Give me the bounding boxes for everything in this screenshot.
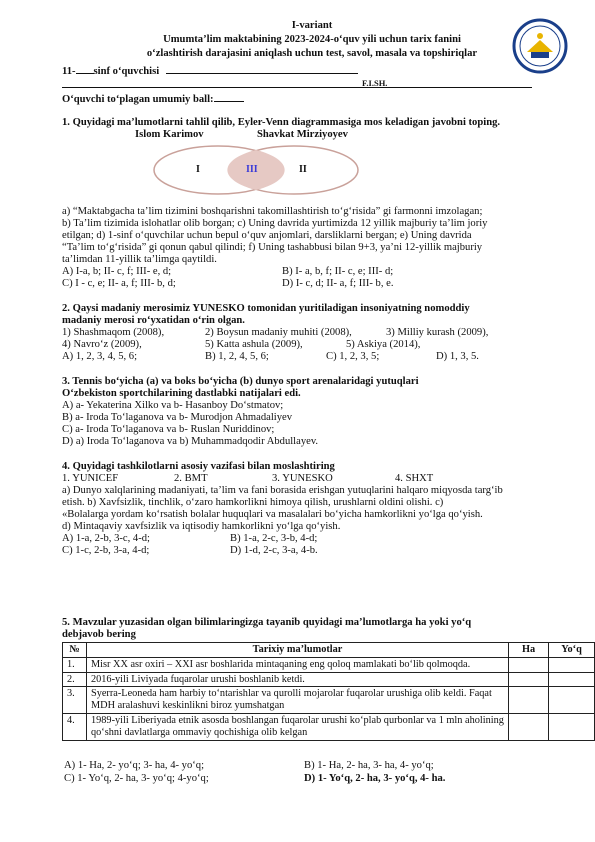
- q4-org: 2. BMT: [174, 473, 208, 484]
- venn-left-title: Islom Karimov: [135, 129, 204, 140]
- yoq-cell[interactable]: [549, 657, 595, 672]
- class-prefix: 11-: [62, 66, 76, 77]
- q2-item: 5) Katta ashula (2009),: [205, 339, 303, 350]
- school-logo: [512, 18, 568, 74]
- q3-title-2: O‘zbekiston sportchilarining dastlabki natijalari edi.: [62, 388, 301, 399]
- row-text: 2016-yili Liviyada fuqarolar urushi boshlanib ketdi.: [86, 672, 508, 687]
- table-row: [63, 657, 595, 672]
- q5-header-yoq: Yo‘q: [549, 643, 595, 658]
- table-row: [63, 713, 595, 740]
- row-text: Syerra-Leoneda ham harbiy to‘ntarishlar va qurolli mojarolar fuqarolar urushiga olib keldi. Faqat MDH aralashuvi keskinlikni biroz yumshatgan: [86, 687, 508, 714]
- q2-title-2: madaniy merosi ro‘yxatidan o‘rin olgan.: [62, 315, 245, 326]
- class-line: [62, 64, 358, 78]
- class-blank[interactable]: [76, 64, 94, 74]
- row-text: 1989-yili Liberiyada etnik asosda boshlangan fuqarolar urushi ko‘plab qurbonlar va 1 mln aholining qo‘shni davlatlarga ommaviy qochishiga olib kelgan: [86, 713, 508, 740]
- q5-table: [62, 642, 595, 741]
- score-label: O‘quvchi to‘plagan umumiy ball:: [62, 94, 214, 105]
- fish-label: F.I.SH.: [362, 78, 388, 88]
- q4-org: 1. YUNICEF: [62, 473, 119, 484]
- table-row: [63, 687, 595, 714]
- yoq-cell[interactable]: [549, 713, 595, 740]
- q2-item: 2) Boysun madaniy muhiti (2008),: [205, 327, 352, 338]
- q3-option-d[interactable]: D) a) Iroda To‘laganova va b) Muhammadqodir Abdullayev.: [62, 436, 319, 447]
- ha-cell[interactable]: [509, 687, 549, 714]
- variant-label: I-variant: [291, 20, 333, 31]
- q5-option-d[interactable]: D) 1- Yo‘q, 2- ha, 3- yo‘q, 4- ha.: [304, 773, 446, 784]
- q1-line: ta’limdan 11-yillik ta’limga qaytildi.: [62, 254, 217, 265]
- q4-option-a[interactable]: A) 1-a, 2-b, 3-c, 4-d;: [62, 533, 150, 544]
- row-number: 4.: [63, 713, 87, 740]
- q1-title: 1. Quyidagi ma’lumotlarni tahlil qilib, Eyler-Venn diagrammasiga mos keladigan javobni toping.: [62, 117, 501, 128]
- q1-option-b[interactable]: B) I- a, b, f; II- c, e; III- d;: [282, 266, 394, 277]
- q3-option-a[interactable]: A) a- Yekaterina Xilko va b- Hasanboy Do‘stmatov;: [62, 400, 284, 411]
- venn-label-i: I: [196, 164, 200, 175]
- q2-option-b[interactable]: B) 1, 2, 4, 5, 6;: [205, 351, 269, 362]
- q1-line: etilgan; d) 1-sinf o‘quvchilar uchun bepul o‘quv anjomlari, darsliklarni bergan; e) Uning davrida: [62, 230, 472, 241]
- q2-title-1: 2. Qaysi madaniy merosimiz YUNESKO tomonidan yuritiladigan insoniyatning nomoddiy: [62, 303, 470, 314]
- ha-cell[interactable]: [509, 657, 549, 672]
- q4-option-b[interactable]: B) 1-a, 2-c, 3-b, 4-d;: [230, 533, 318, 544]
- q4-org: 3. YUNESKO: [272, 473, 333, 484]
- q1-option-a[interactable]: A) I-a, b; II- c, f; III- e, d;: [62, 266, 172, 277]
- title-line-2: o‘zlashtirish darajasini aniqlash uchun test, savol, masala va topshiriqlar: [146, 48, 478, 59]
- q2-item: 5) Askiya (2014),: [346, 339, 421, 350]
- q2-option-a[interactable]: A) 1, 2, 3, 4, 5, 6;: [62, 351, 138, 362]
- q3-option-c[interactable]: C) a- Iroda To‘laganova va b- Ruslan Nuriddinov;: [62, 424, 275, 435]
- ha-cell[interactable]: [509, 672, 549, 687]
- q5-option-a[interactable]: A) 1- Ha, 2- yo‘q; 3- ha, 4- yo‘q;: [64, 760, 205, 771]
- venn-right-title: Shavkat Mirziyoyev: [257, 129, 348, 140]
- yoq-cell[interactable]: [549, 672, 595, 687]
- q4-title: 4. Quyidagi tashkilotlarni asosiy vazifasi bilan moslashtiring: [62, 461, 335, 472]
- class-suffix: sinf o‘quvchisi: [93, 66, 160, 77]
- venn-label-iii: III: [246, 164, 258, 175]
- row-number: 3.: [63, 687, 87, 714]
- q1-line: b) Ta’lim tizimida islohatlar olib borgan; c) Uning davrida yurtimizda 12 yillik majburiy ta’lim joriy: [62, 218, 488, 229]
- q2-option-d[interactable]: D) 1, 3, 5.: [436, 351, 479, 362]
- row-number: 2.: [63, 672, 87, 687]
- divider: [62, 87, 532, 88]
- q5-option-c[interactable]: C) 1- Yo‘q, 2- ha, 3- yo‘q; 4-yo‘q;: [64, 773, 209, 784]
- score-line: [62, 92, 244, 106]
- q4-line: d) Mintaqaviy xavfsizlik va iqtisodiy hamkorlikni yo‘lga qo‘yish.: [62, 521, 341, 532]
- q5-table-header: [63, 643, 595, 658]
- q2-option-c[interactable]: C) 1, 2, 3, 5;: [326, 351, 380, 362]
- row-text: Misr XX asr oxiri – XXI asr boshlarida mintaqaning eng qoloq mamlakati bo‘lib qolmoqda.: [86, 657, 508, 672]
- q5-header-info: Tarixiy ma’lumotlar: [86, 643, 508, 658]
- q2-item: 4) Navro‘z (2009),: [62, 339, 142, 350]
- q4-line: etish. b) Xavfsizlik, tinchlik, o‘zaro hamkorlikni himoya qilish, urushlarni oldini olishi. c): [62, 497, 444, 508]
- q1-line: “Ta’lim to‘g‘risida” gi qonun qabul qilindi; f) Uning tashabbusi bilan 9+3, ya’ni 12-yillik majburiy: [62, 242, 483, 253]
- q4-org: 4. SHXT: [395, 473, 434, 484]
- q5-title-1: 5. Mavzular yuzasidan olgan bilimlaringizga tayanib quyidagi ma’lumotlarga ha yoki yo‘q: [62, 617, 472, 628]
- yoq-cell[interactable]: [549, 687, 595, 714]
- q5-header-num: №: [63, 643, 87, 658]
- q4-line: a) Dunyo xalqlarining madaniyati, ta’lim va fani borasida erishgan yutuqlarini halqaro miqyosda targ‘ib: [62, 485, 503, 496]
- table-row: [63, 672, 595, 687]
- q1-line: a) “Maktabgacha ta’lim tizimini boshqarishni takomillashtirish to‘g‘risida” gi farmonni imzolagan;: [62, 206, 483, 217]
- student-name-blank[interactable]: [166, 64, 358, 74]
- q4-option-d[interactable]: D) 1-d, 2-c, 3-a, 4-b.: [230, 545, 318, 556]
- q2-item: 3) Milliy kurash (2009),: [386, 327, 489, 338]
- venn-label-ii: II: [299, 164, 307, 175]
- q3-option-b[interactable]: B) a- Iroda To‘laganova va b- Murodjon Ahmadaliyev: [62, 412, 292, 423]
- q5-option-b[interactable]: B) 1- Ha, 2- ha, 3- ha, 4- yo‘q;: [304, 760, 434, 771]
- q1-option-d[interactable]: D) I- c, d; II- a, f; III- b, e.: [282, 278, 394, 289]
- ha-cell[interactable]: [509, 713, 549, 740]
- q1-option-c[interactable]: C) I - c, e; II- a, f; III- b, d;: [62, 278, 176, 289]
- q5-title-2: debjavob bering: [62, 629, 136, 640]
- q5-header-ha: Ha: [509, 643, 549, 658]
- score-blank[interactable]: [214, 92, 244, 102]
- q3-title-1: 3. Tennis bo‘yicha (a) va boks bo‘yicha (b) dunyo sport arenalaridagi yutuqlari: [62, 376, 419, 387]
- q2-item: 1) Shashmaqom (2008),: [62, 327, 165, 338]
- title-line-1: Umumta’lim maktabining 2023-2024-o‘quv yili uchun tarix fanini: [163, 34, 461, 45]
- row-number: 1.: [63, 657, 87, 672]
- q4-line: «Bolalarga yordam ko‘rsatish bolalar huquqlari va masalalari bo‘yicha hamkorlikni yo‘lga qo‘yish.: [62, 509, 483, 520]
- q4-option-c[interactable]: C) 1-c, 2-b, 3-a, 4-d;: [62, 545, 150, 556]
